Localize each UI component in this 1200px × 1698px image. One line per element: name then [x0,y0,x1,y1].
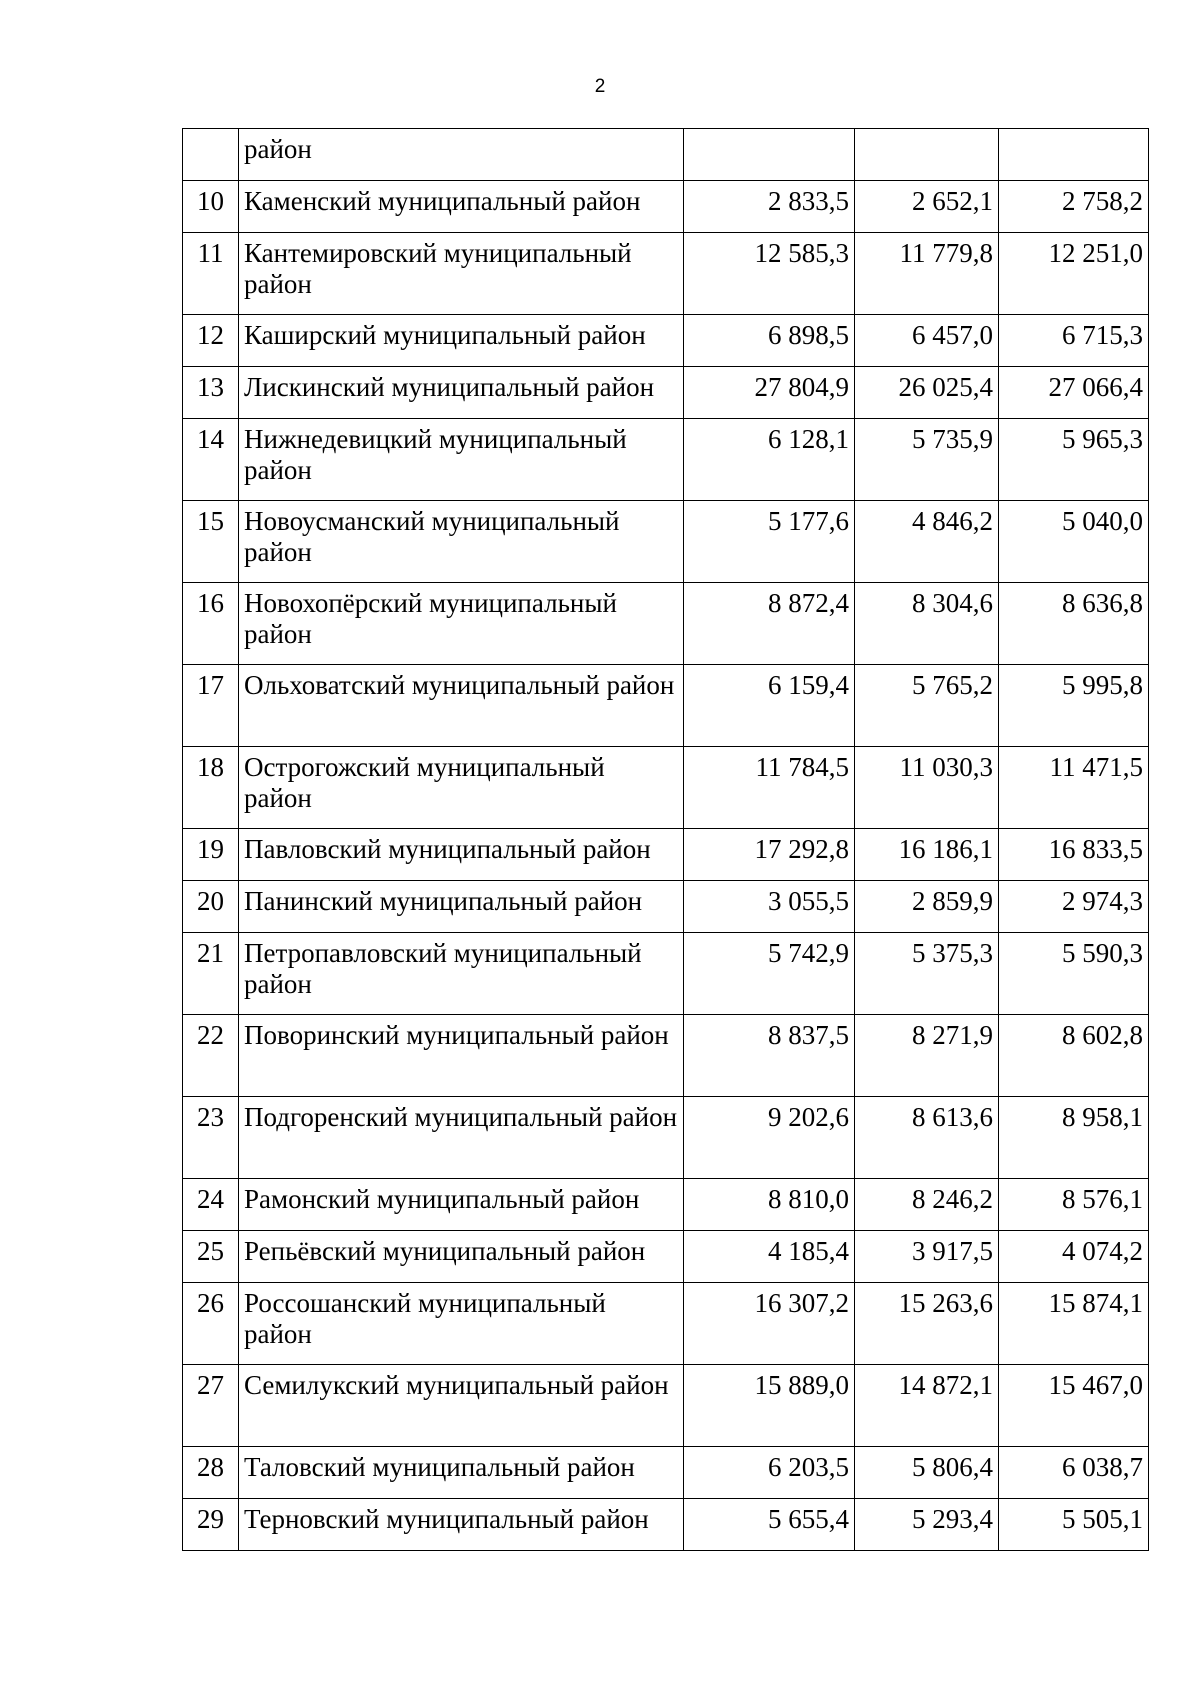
value-cell-2: 11 779,8 [855,233,999,315]
district-name-cell: Панинский муниципальный район [239,881,684,933]
value-cell-2: 26 025,4 [855,367,999,419]
value-cell-3: 6 038,7 [999,1447,1149,1499]
table-row [183,665,1149,747]
value-cell-1: 9 202,6 [684,1097,855,1179]
district-name-cell: Семилукский муниципальный район [239,1365,684,1447]
district-name-cell: Ольховатский муниципальный район [239,665,684,747]
value-cell-1: 6 898,5 [684,315,855,367]
district-name-cell: Рамонский муниципальный район [239,1179,684,1231]
row-number-cell: 10 [183,181,239,233]
table-row [183,419,1149,501]
value-cell-2: 5 735,9 [855,419,999,501]
value-cell-2: 4 846,2 [855,501,999,583]
value-cell-1: 5 177,6 [684,501,855,583]
district-name-cell: Таловский муниципальный район [239,1447,684,1499]
value-cell-1: 6 128,1 [684,419,855,501]
row-number-cell: 18 [183,747,239,829]
row-number-cell: 15 [183,501,239,583]
value-cell-2: 5 765,2 [855,665,999,747]
table-row [183,367,1149,419]
value-cell-2: 2 652,1 [855,181,999,233]
table-body [183,129,1149,1551]
value-cell-1: 3 055,5 [684,881,855,933]
table-row [183,1283,1149,1365]
value-cell-2: 8 304,6 [855,583,999,665]
row-number-cell: 14 [183,419,239,501]
value-cell-2: 6 457,0 [855,315,999,367]
value-cell-2: 15 263,6 [855,1283,999,1365]
row-number-cell: 25 [183,1231,239,1283]
value-cell-1: 6 159,4 [684,665,855,747]
district-name-cell: Острогожский муниципальный район [239,747,684,829]
value-cell-3 [999,129,1149,181]
value-cell-3: 8 958,1 [999,1097,1149,1179]
value-cell-1 [684,129,855,181]
table-row [183,1231,1149,1283]
row-number-cell: 16 [183,583,239,665]
value-cell-1: 6 203,5 [684,1447,855,1499]
row-number-cell: 26 [183,1283,239,1365]
value-cell-3: 2 758,2 [999,181,1149,233]
value-cell-1: 8 837,5 [684,1015,855,1097]
value-cell-3: 8 576,1 [999,1179,1149,1231]
row-number-cell: 21 [183,933,239,1015]
value-cell-2: 11 030,3 [855,747,999,829]
table-row [183,881,1149,933]
row-number-cell: 12 [183,315,239,367]
value-cell-3: 15 467,0 [999,1365,1149,1447]
table-row [183,933,1149,1015]
district-name-cell: Новоусманский муниципальный район [239,501,684,583]
value-cell-2: 5 375,3 [855,933,999,1015]
district-name-cell: Лискинский муниципальный район [239,367,684,419]
table-row [183,233,1149,315]
value-cell-2: 8 246,2 [855,1179,999,1231]
table-row [183,1499,1149,1551]
district-name-cell: Подгоренский муниципальный район [239,1097,684,1179]
continuation-row [183,129,1149,181]
value-cell-3: 11 471,5 [999,747,1149,829]
value-cell-1: 8 872,4 [684,583,855,665]
district-name-cell: Репьёвский муниципальный район [239,1231,684,1283]
district-name-cell: Каменский муниципальный район [239,181,684,233]
row-number-cell: 11 [183,233,239,315]
value-cell-1: 16 307,2 [684,1283,855,1365]
value-cell-2: 5 806,4 [855,1447,999,1499]
value-cell-3: 8 636,8 [999,583,1149,665]
value-cell-3: 5 590,3 [999,933,1149,1015]
value-cell-3: 5 040,0 [999,501,1149,583]
value-cell-1: 2 833,5 [684,181,855,233]
value-cell-2: 14 872,1 [855,1365,999,1447]
row-number-cell: 27 [183,1365,239,1447]
value-cell-3: 12 251,0 [999,233,1149,315]
district-name-cell: Каширский муниципальный район [239,315,684,367]
value-cell-3: 6 715,3 [999,315,1149,367]
district-name-cell: Новохопёрский муниципальный район [239,583,684,665]
value-cell-1: 8 810,0 [684,1179,855,1231]
value-cell-3: 15 874,1 [999,1283,1149,1365]
value-cell-1: 27 804,9 [684,367,855,419]
value-cell-1: 5 655,4 [684,1499,855,1551]
table-row [183,1447,1149,1499]
district-name-cell: Павловский муниципальный район [239,829,684,881]
value-cell-1: 4 185,4 [684,1231,855,1283]
table-row [183,747,1149,829]
district-name-cell: Россошанский муниципальный район [239,1283,684,1365]
row-number-cell: 24 [183,1179,239,1231]
district-name-cell: Кантемировский муниципальный район [239,233,684,315]
row-number-cell: 13 [183,367,239,419]
row-number-cell: 29 [183,1499,239,1551]
table-row [183,583,1149,665]
value-cell-3: 16 833,5 [999,829,1149,881]
value-cell-1: 12 585,3 [684,233,855,315]
table-row [183,1015,1149,1097]
value-cell-2: 3 917,5 [855,1231,999,1283]
row-number-cell: 19 [183,829,239,881]
value-cell-3: 4 074,2 [999,1231,1149,1283]
value-cell-3: 8 602,8 [999,1015,1149,1097]
table-row [183,501,1149,583]
row-number-cell: 23 [183,1097,239,1179]
value-cell-3: 27 066,4 [999,367,1149,419]
value-cell-2 [855,129,999,181]
value-cell-2: 2 859,9 [855,881,999,933]
district-name-cell: Поворинский муниципальный район [239,1015,684,1097]
district-name-cell: район [239,129,684,181]
value-cell-2: 8 613,6 [855,1097,999,1179]
value-cell-2: 16 186,1 [855,829,999,881]
page-number: 2 [594,76,606,97]
row-number-cell: 20 [183,881,239,933]
district-name-cell: Петропавловский муниципальный район [239,933,684,1015]
value-cell-1: 17 292,8 [684,829,855,881]
table-row [183,1179,1149,1231]
row-number-cell: 17 [183,665,239,747]
value-cell-2: 8 271,9 [855,1015,999,1097]
value-cell-1: 11 784,5 [684,747,855,829]
value-cell-1: 5 742,9 [684,933,855,1015]
table-row [183,1097,1149,1179]
value-cell-2: 5 293,4 [855,1499,999,1551]
row-number-cell [183,129,239,181]
value-cell-3: 5 965,3 [999,419,1149,501]
table-row [183,829,1149,881]
row-number-cell: 22 [183,1015,239,1097]
value-cell-3: 5 505,1 [999,1499,1149,1551]
value-cell-3: 5 995,8 [999,665,1149,747]
district-name-cell: Терновский муниципальный район [239,1499,684,1551]
value-cell-3: 2 974,3 [999,881,1149,933]
table-row [183,1365,1149,1447]
table-row [183,181,1149,233]
district-name-cell: Нижнедевицкий муниципальный район [239,419,684,501]
table-row [183,315,1149,367]
districts-table [182,128,1149,1551]
value-cell-1: 15 889,0 [684,1365,855,1447]
row-number-cell: 28 [183,1447,239,1499]
